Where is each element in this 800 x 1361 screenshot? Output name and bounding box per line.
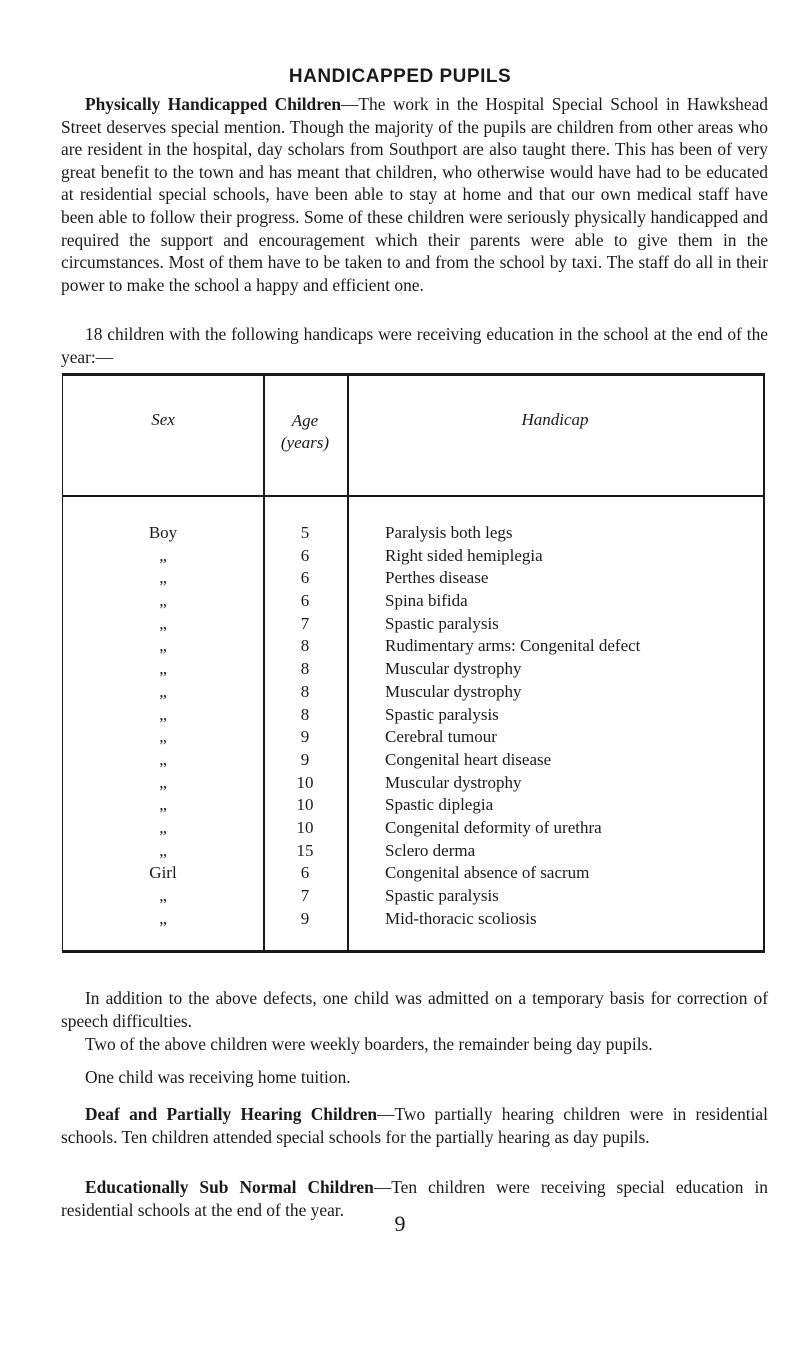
table-cell-sex: „	[159, 591, 167, 611]
header-age-label: Age	[291, 411, 319, 430]
table-cell-handicap: Mid-thoracic scoliosis	[385, 908, 537, 928]
table-row	[63, 794, 763, 817]
table-body	[63, 522, 763, 930]
table-row	[63, 726, 763, 749]
table-cell-age: 15	[296, 840, 314, 860]
table-row	[63, 862, 763, 885]
table-cell-sex: Girl	[149, 863, 177, 883]
table-row	[63, 885, 763, 908]
table-cell-age: 8	[300, 704, 310, 724]
deaf-paragraph	[61, 1103, 768, 1148]
table-cell-handicap: Spastic paralysis	[385, 704, 499, 724]
deaf-text: —Two partially hearing children were in residential schools. Ten children attended special schools for the partially hearing as day pupils.	[61, 1104, 768, 1147]
table-cell-sex: „	[159, 659, 167, 679]
table-cell-sex: „	[159, 795, 167, 815]
table-row	[63, 908, 763, 931]
table-cell-age: 10	[296, 817, 314, 837]
table-cell-sex: „	[159, 749, 167, 769]
table-cell-handicap: Muscular dystrophy	[385, 659, 522, 679]
table-cell-sex: „	[159, 727, 167, 747]
table-row	[63, 567, 763, 590]
table-cell-sex: „	[159, 840, 167, 860]
table-cell-sex: Boy	[148, 523, 178, 542]
physically-handicapped-text: —The work in the Hospital Special School in Hawkshead Street deserves special mention. Though the majority of the pupils are children from other areas who are resident in the hospital, day scholars from Southport are also taught there. This has been of very great benefit to the town and has meant that children, who otherwise would have had to be educated at residential special schools, have been able to stay at home and that our own medical staff have been able to follow their progress. Some of these children were seriously physically handicapped and required the support and encouragement which their parents were able to give them in the circumstances. Most of them have to be taken to and from the school by taxi. The staff do all in their power to make the school a happy and efficient one.	[61, 94, 768, 295]
table-cell-sex: „	[159, 772, 167, 792]
header-age-unit: (years)	[280, 433, 330, 452]
table-cell-handicap: Spastic diplegia	[385, 795, 494, 815]
table-cell-sex: „	[159, 636, 167, 656]
table-cell-handicap: Congenital heart disease	[385, 749, 552, 769]
table-cell-age: 9	[300, 727, 310, 747]
table-cell-handicap: Spina bifida	[385, 591, 468, 611]
table-cell-age: 9	[300, 908, 310, 928]
header-sex: Sex	[151, 410, 175, 429]
table-cell-sex: „	[159, 817, 167, 837]
table-cell-age: 6	[300, 591, 310, 611]
table-cell-age: 10	[296, 795, 314, 815]
physically-handicapped-paragraph	[61, 93, 768, 296]
table-cell-handicap: Right sided hemiplegia	[385, 545, 543, 565]
physically-handicapped-lead: Physically Handicapped Children	[85, 94, 342, 114]
esn-lead: Educationally Sub Normal Children	[85, 1177, 374, 1197]
table-cell-sex: „	[159, 681, 167, 701]
table-cell-handicap: Perthes disease	[385, 568, 489, 588]
table-cell-age: 6	[300, 545, 310, 565]
table-cell-handicap: Spastic paralysis	[385, 886, 499, 905]
page-number: 9	[394, 1211, 406, 1236]
table-row	[63, 613, 763, 636]
table-cell-sex: „	[159, 613, 167, 633]
table-cell-sex: „	[159, 545, 167, 565]
table-row	[63, 749, 763, 772]
boarders-paragraph: Two of the above children were weekly boarders, the remainder being day pupils.	[85, 1034, 653, 1054]
table-row	[63, 704, 763, 727]
table-row	[63, 681, 763, 704]
table-cell-age: 6	[300, 863, 310, 883]
table-cell-age: 7	[300, 886, 310, 905]
table-cell-handicap: Muscular dystrophy	[385, 681, 522, 701]
table-cell-handicap: Spastic paralysis	[385, 613, 499, 633]
table-cell-sex: „	[159, 908, 167, 928]
table-cell-handicap: Muscular dystrophy	[385, 772, 522, 792]
table-row	[63, 545, 763, 568]
table-row	[63, 522, 763, 545]
home-tuition-paragraph: One child was receiving home tuition.	[85, 1067, 351, 1087]
header-divider	[63, 495, 763, 497]
speech-paragraph: In addition to the above defects, one child was admitted on a temporary basis for correction of speech difficulties.	[61, 988, 768, 1031]
table-cell-sex: „	[159, 568, 167, 588]
table-cell-age: 7	[300, 613, 310, 633]
handicaps-table	[62, 373, 765, 953]
deaf-lead: Deaf and Partially Hearing Children	[85, 1104, 378, 1124]
table-cell-handicap: Cerebral tumour	[385, 727, 497, 747]
header-handicap: Handicap	[521, 410, 589, 429]
table-cell-handicap: Rudimentary arms: Congenital defect	[385, 636, 641, 656]
table-row	[63, 658, 763, 681]
table-cell-sex: „	[159, 886, 167, 905]
table-cell-handicap: Congenital absence of sacrum	[385, 863, 590, 883]
table-row	[63, 772, 763, 795]
table-row	[63, 840, 763, 863]
table-cell-handicap: Sclero derma	[385, 840, 476, 860]
table-cell-age: 6	[300, 568, 310, 588]
table-row	[63, 590, 763, 613]
table-cell-age: 10	[296, 772, 314, 792]
table-cell-age: 5	[300, 523, 310, 542]
page-heading: HANDICAPPED PUPILS	[288, 66, 512, 87]
table-cell-age: 8	[300, 681, 310, 701]
table-cell-sex: „	[159, 704, 167, 724]
table-cell-handicap: Paralysis both legs	[385, 523, 513, 542]
table-intro-paragraph: 18 children with the following handicaps were receiving education in the school at the end of the year:—	[61, 324, 768, 367]
table-row	[63, 635, 763, 658]
esn-text: —Ten children were receiving special education in residential schools at the end of the year.	[61, 1177, 768, 1220]
table-cell-age: 8	[300, 659, 310, 679]
table-cell-age: 8	[300, 636, 310, 656]
table-cell-age: 9	[300, 749, 310, 769]
table-row	[63, 817, 763, 840]
table-cell-handicap: Congenital deformity of urethra	[385, 817, 602, 837]
header-age	[263, 410, 347, 454]
